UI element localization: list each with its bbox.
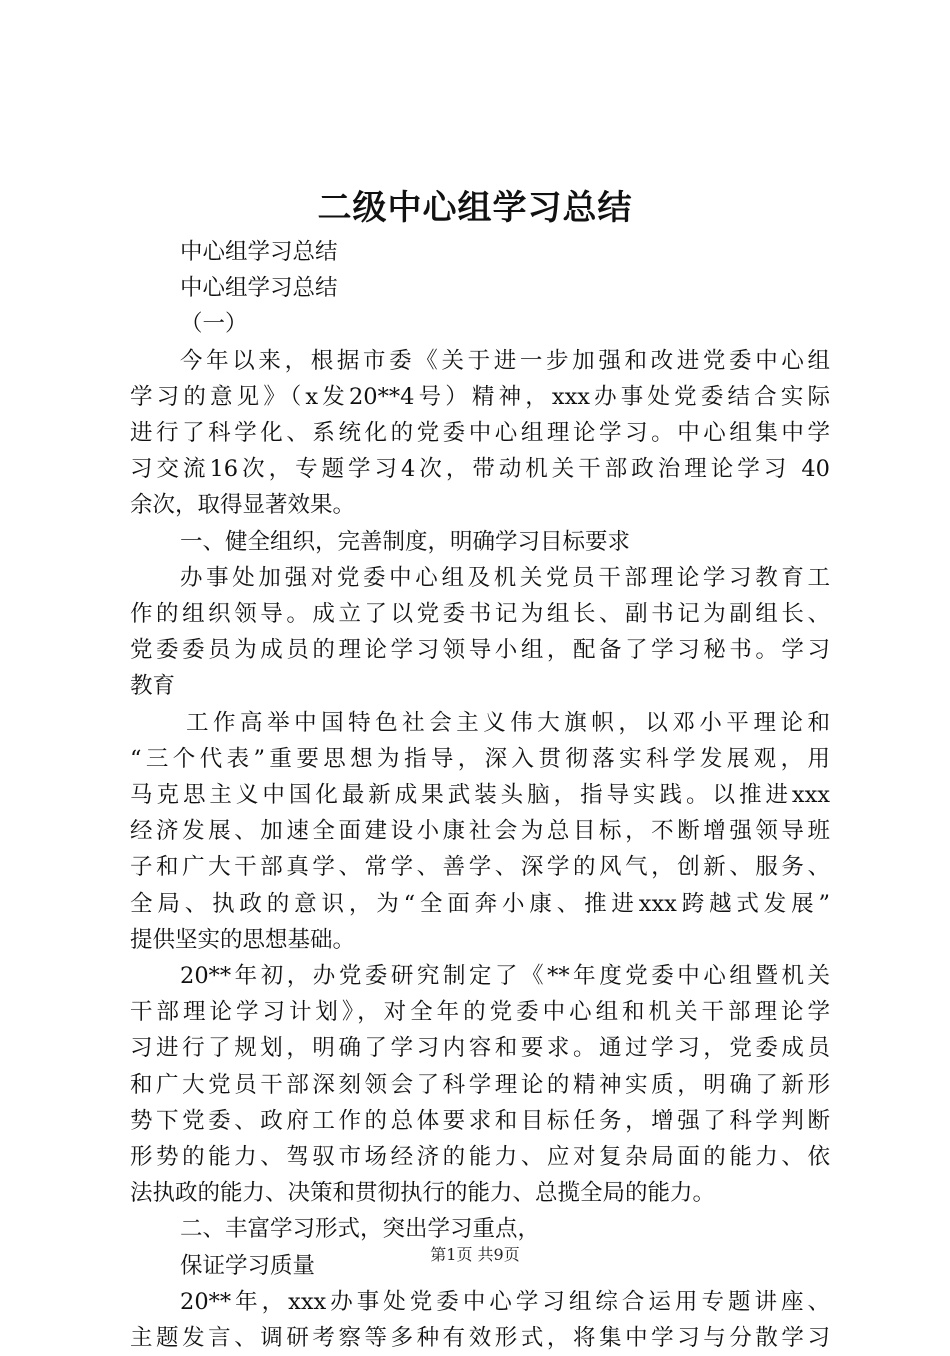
- body-line: 保证学习质量: [180, 1252, 316, 1279]
- body-line: 教育: [130, 673, 176, 700]
- body-line: 一、健全组织，完善制度，明确学习目标要求: [180, 528, 631, 555]
- body-line: 学习的意见》（x发20**4号）精神，xxx办事处党委结合实际: [130, 383, 830, 410]
- body-line: 中心组学习总结: [180, 275, 338, 302]
- document-title: 二级中心组学习总结: [317, 188, 633, 228]
- body-line: 今年以来，根据市委《关于进一步加强和改进党委中心组: [180, 347, 830, 374]
- body-line: 习进行了规划，明确了学习内容和要求。通过学习，党委成员: [130, 1035, 830, 1062]
- body-line: “三个代表”重要思想为指导，深入贯彻落实科学发展观，用: [130, 745, 830, 772]
- body-line: 提供坚实的思想基础。: [130, 926, 356, 953]
- body-line: 党委委员为成员的理论学习领导小组，配备了学习秘书。学习: [130, 637, 830, 664]
- body-line: 马克思主义中国化最新成果武装头脑，指导实践。以推进xxx: [130, 782, 830, 809]
- body-line: 办事处加强对党委中心组及机关党员干部理论学习教育工: [180, 564, 830, 591]
- body-line: 干部理论学习计划》，对全年的党委中心组和机关干部理论学: [130, 999, 830, 1026]
- body-line: 主题发言、调研考察等多种有效形式，将集中学习与分散学习: [130, 1325, 830, 1352]
- body-line: 工作高举中国特色社会主义伟大旗帜，以邓小平理论和: [186, 709, 830, 736]
- body-line: 全局、执政的意识，为“全面奔小康、推进xxx跨越式发展”: [130, 890, 830, 917]
- body-line: 经济发展、加速全面建设小康社会为总目标，不断增强领导班: [130, 818, 830, 845]
- body-line: （一）: [180, 311, 248, 338]
- body-line: 进行了科学化、系统化的党委中心组理论学习。中心组集中学: [130, 420, 830, 447]
- body-line: 习交流16次，专题学习4次，带动机关干部政治理论学习 40: [130, 456, 830, 483]
- body-line: 形势的能力、驾驭市场经济的能力、应对复杂局面的能力、依: [130, 1144, 830, 1171]
- document-body: [130, 234, 830, 1356]
- body-line: 中心组学习总结: [180, 239, 338, 265]
- body-line: 和广大党员干部深刻领会了科学理论的精神实质，明确了新形: [130, 1071, 830, 1098]
- body-line: 20**年初，办党委研究制定了《**年度党委中心组暨机关: [180, 963, 830, 990]
- body-line: 势下党委、政府工作的总体要求和目标任务，增强了科学判断: [130, 1107, 830, 1134]
- body-line: 余次，取得显著效果。: [130, 492, 356, 519]
- body-line: 子和广大干部真学、常学、善学、深学的风气，创新、服务、: [130, 854, 830, 881]
- body-line: 20**年，xxx办事处党委中心学习组综合运用专题讲座、: [180, 1288, 830, 1315]
- body-line: 作的组织领导。成立了以党委书记为组长、副书记为副组长、: [130, 601, 830, 628]
- page-footer: 第1页 共9页: [430, 1245, 520, 1264]
- body-line: 二、丰富学习形式，突出学习重点，: [180, 1216, 541, 1243]
- body-line: 法执政的能力、决策和贯彻执行的能力、总揽全局的能力。: [130, 1180, 716, 1207]
